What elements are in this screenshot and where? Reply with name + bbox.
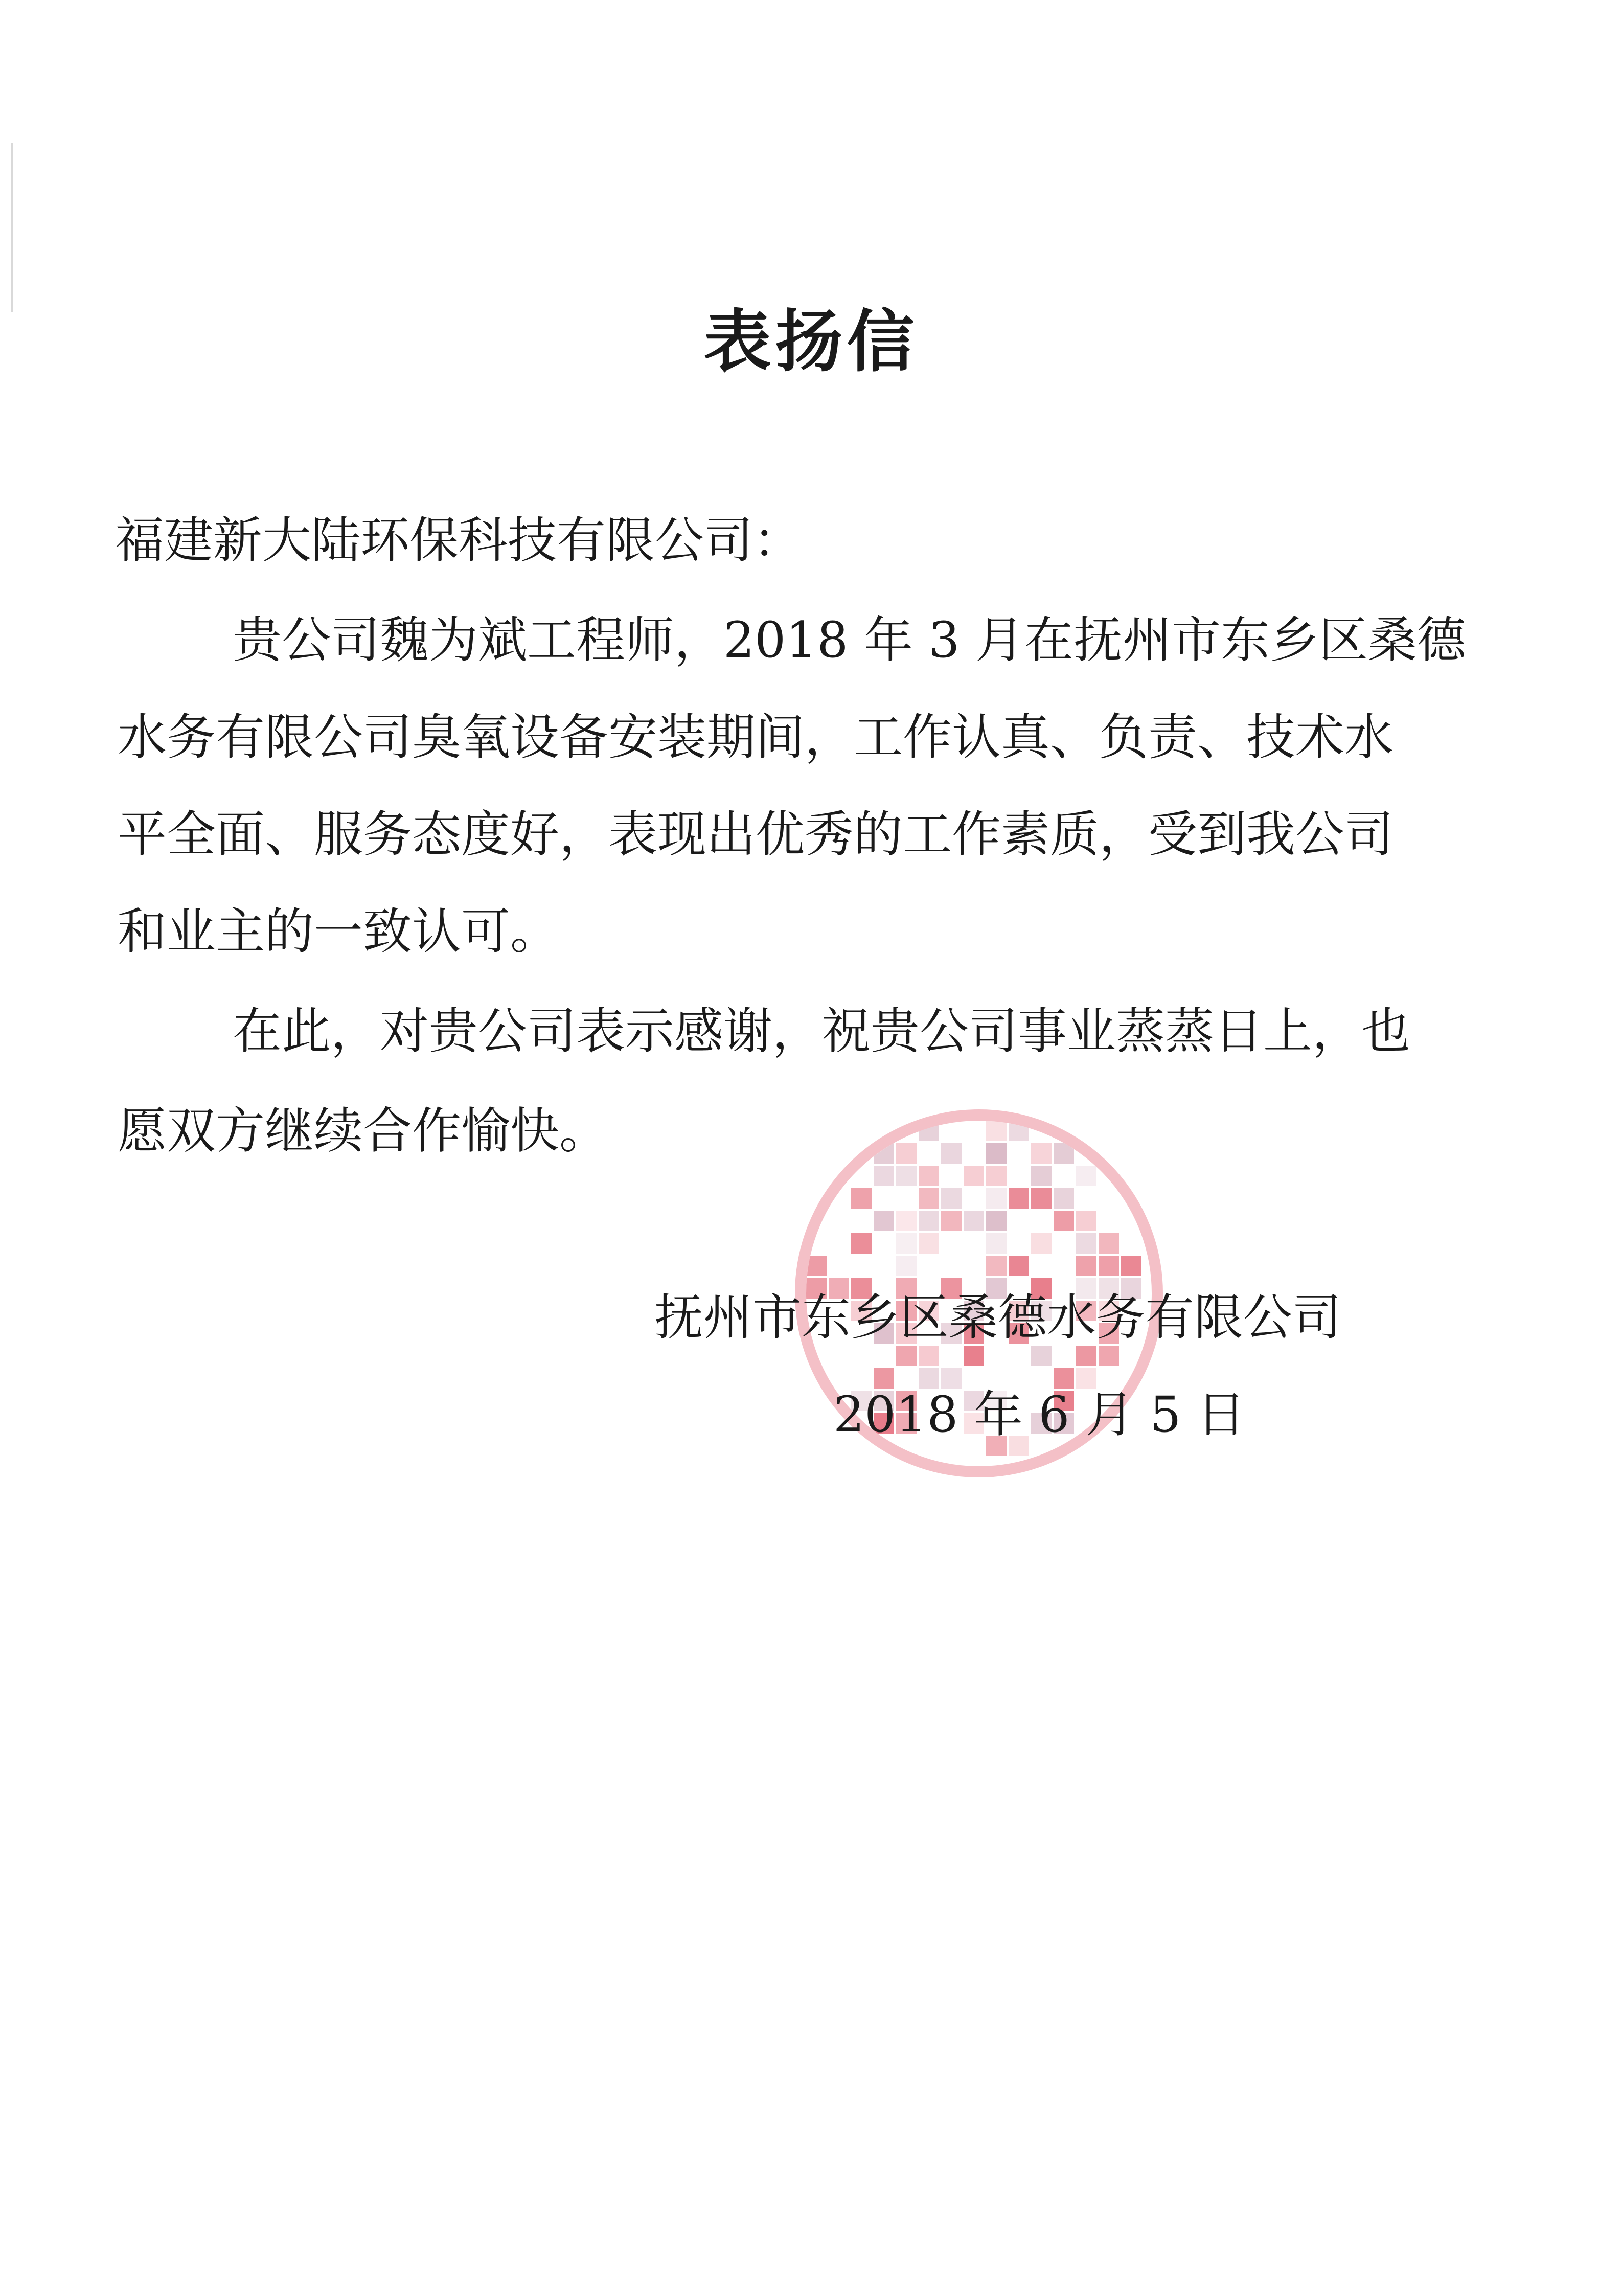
seal-pixel [1031, 1188, 1052, 1209]
seal-pixel [919, 1121, 939, 1141]
seal-pixel [874, 1143, 894, 1164]
seal-pixel [896, 1346, 917, 1366]
body-line-6: 愿双方继续合作愉快。 [118, 1102, 608, 1160]
signature-date: 2018 年 6 月 5 日 [833, 1386, 1246, 1443]
seal-pixel [1099, 1256, 1119, 1276]
seal-pixel [919, 1166, 939, 1186]
seal-pixel [986, 1211, 1007, 1231]
seal-pixel [941, 1211, 962, 1231]
body-line-3: 平全面、服务态度好，表现出优秀的工作素质，受到我公司 [118, 806, 1393, 863]
seal-pixel [1009, 1188, 1029, 1209]
seal-pixel [986, 1233, 1007, 1254]
seal-pixel [896, 1233, 917, 1254]
seal-pixel [1009, 1256, 1029, 1276]
seal-pixel [986, 1256, 1007, 1276]
seal-pixel [919, 1346, 939, 1366]
seal-pixel [986, 1166, 1007, 1186]
seal-pixel [964, 1166, 984, 1186]
seal-pixel [964, 1211, 984, 1231]
seal-pixel [919, 1233, 939, 1254]
seal-pixel [806, 1256, 827, 1276]
seal-pixel [1031, 1143, 1052, 1164]
signature-company: 抚州市东乡区桑德水务有限公司 [654, 1289, 1341, 1346]
letter-title: 表扬信 [703, 302, 919, 381]
seal-pixel [1121, 1256, 1141, 1276]
body-line-1: 贵公司魏为斌工程师，2018 年 3 月在抚州市东乡区桑德 [233, 611, 1466, 669]
salutation: 福建新大陆环保科技有限公司： [115, 512, 802, 569]
seal-pixel [1031, 1233, 1052, 1254]
seal-pixel [919, 1188, 939, 1209]
seal-pixel [1076, 1256, 1096, 1276]
seal-pixel [874, 1166, 894, 1186]
seal-pixel [896, 1143, 917, 1164]
seal-pixel [1099, 1233, 1119, 1254]
seal-pixel [1076, 1233, 1096, 1254]
seal-pixel [941, 1143, 962, 1164]
seal-pixel [986, 1188, 1007, 1209]
seal-pixel [1076, 1211, 1096, 1231]
seal-pixel [851, 1188, 872, 1209]
seal-pixel [941, 1188, 962, 1209]
seal-pixel [874, 1211, 894, 1231]
seal-pixel [1054, 1143, 1074, 1164]
scan-edge-mark [11, 143, 13, 312]
seal-pixel [964, 1346, 984, 1366]
seal-pixel [1054, 1211, 1074, 1231]
seal-pixel [1009, 1121, 1029, 1141]
seal-pixel [1031, 1166, 1052, 1186]
seal-pixel [896, 1166, 917, 1186]
seal-pixel [1076, 1346, 1096, 1366]
body-line-5: 在此，对贵公司表示感谢，祝贵公司事业蒸蒸日上，也 [233, 1003, 1410, 1060]
seal-pixel [1031, 1346, 1052, 1366]
seal-pixel [986, 1121, 1007, 1141]
seal-pixel [896, 1256, 917, 1276]
seal-pixel [896, 1211, 917, 1231]
seal-pixel [1054, 1188, 1074, 1209]
seal-pixel [986, 1143, 1007, 1164]
body-line-2: 水务有限公司臭氧设备安装期间，工作认真、负责、技术水 [118, 709, 1393, 766]
seal-pixel [919, 1211, 939, 1231]
seal-pixel [851, 1233, 872, 1254]
seal-pixel [1099, 1346, 1119, 1366]
seal-pixel [1076, 1166, 1096, 1186]
body-line-4: 和业主的一致认可。 [118, 903, 559, 960]
